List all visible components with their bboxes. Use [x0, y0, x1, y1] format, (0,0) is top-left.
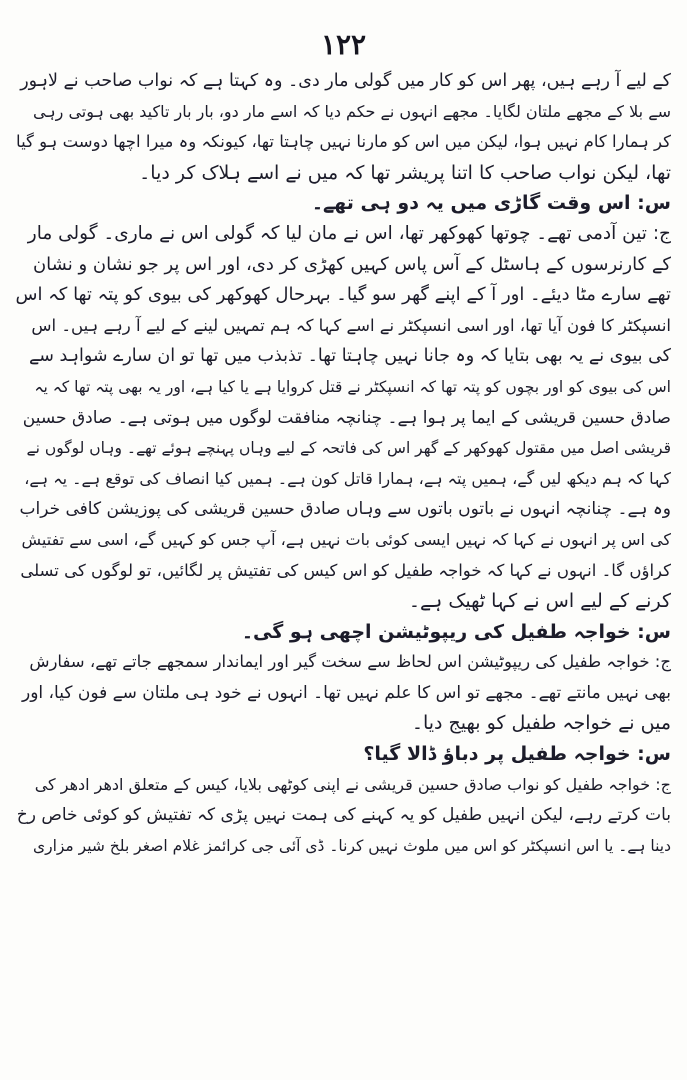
question-line: س: اس وقت گاڑی میں یہ دو ہی تھے۔ — [311, 192, 671, 215]
text-line: کراؤں گا۔ انہوں نے کہا کہ خواجہ طفیل کو اس کیس کی تفتیش پر لگائیں، تو لوگوں کی تسلی — [20, 560, 671, 580]
text-line: بات کرتے رہے، لیکن انہیں طفیل کو یہ کہنے کی ہمت نہیں پڑی کہ تفتیش کو کوئی خاص رخ — [16, 805, 671, 826]
text-line: اس کی بیوی کو اور بچوں کو پتہ تھا کہ انسپکٹر نے قتل کروایا ہے یا کیا ہے، اور یہ بھی پتہ تھا کہ یہ — [34, 377, 671, 396]
text-line: کرنے کے لیے اس نے کہا ٹھیک ہے۔ — [408, 590, 671, 613]
text-line: ج: خواجہ طفیل کو نواب صادق حسین قریشی نے اپنی کوٹھی بلایا، کیس کے متعلق ادھر ادھر کی — [34, 774, 671, 794]
text-line: کر ہمارا کام نہیں ہوا، لیکن میں اس کو مارنا نہیں چاہتا تھا، کیونکہ وہ میرا اچھا دوست ہو گیا — [16, 132, 671, 152]
text-line: کہا کہ ہم دیکھ لیں گے، ہمیں پتہ ہے، ہمارا قاتل کون ہے۔ ہمیں کیا انصاف کی توقع ہے۔ یہ ہے، — [24, 468, 671, 488]
text-line: قریشی اصل میں مقتول کھوکھر کے گھر اس کی فاتحہ کے لیے وہاں پہنچے ہوئے تھے۔ وہاں لوگوں نے — [26, 439, 671, 458]
text-line: ج: تین آدمی تھے۔ چوتھا کھوکھر تھا، اس نے مان لیا کہ گولی اس نے ماری۔ گولی مار — [27, 222, 671, 244]
text-line: انسپکٹر کا فون آیا تھا، اور اسی انسپکٹر نے اسے کہا کہ ہم تمہیں لینے کے لیے آ رہے ہیں۔ اس — [31, 315, 671, 335]
text-line: میں نے خواجہ طفیل کو بھیج دیا۔ — [411, 712, 671, 735]
text-line: کی اس پر انہوں نے کہا کہ نہیں ایسی کوئی بات نہیں ہے، آپ جس کو کہیں گے، اسی سے تفتیش — [21, 529, 671, 549]
text-line: ج: خواجہ طفیل کی ریپوٹیشن اس لحاظ سے سخت گیر اور ایماندار سمجھے جاتے تھے، سفارش — [29, 652, 671, 672]
text-line: تھے سارے مٹا دیئے۔ اور آ کے اپنے گھر سو گیا۔ بہرحال کھوکھر کی بیوی کو پتہ تھا کہ اس — [16, 284, 671, 306]
question-line: س: خواجہ طفیل پر دباؤ ڈالا گیا؟ — [363, 743, 671, 766]
text-line: کے لیے آ رہے ہیں، پھر اس کو کار میں گولی مار دی۔ وہ کہتا ہے کہ نواب صاحب نے لاہور — [20, 71, 671, 91]
text-line: وہ ہے۔ چنانچہ انہوں نے باتوں باتوں سے وہاں صادق حسین قریشی کی پوزیشن کافی خراب — [19, 499, 671, 520]
question-line: س: خواجہ طفیل کی ریپوٹیشن اچھی ہو گی۔ — [241, 620, 671, 643]
page-number: ۱۲۲ — [320, 28, 367, 61]
text-line: صادق حسین قریشی کے ایما پر ہوا ہے۔ چنانچہ منافقت لوگوں میں ہوتی ہے۔ صادق حسین — [22, 407, 671, 428]
urdu-text-body — [16, 66, 671, 861]
text-line: سے بلا کے مجھے ملتان لگایا۔ مجھے انہوں نے حکم دیا کہ اسے مار دو، بار بار تاکید بھی ہوتی رہی — [32, 101, 671, 121]
text-line: کی بیوی نے یہ بھی بتایا کہ وہ جانا نہیں چاہتا تھا۔ تذبذب میں تھا تو ان سارے شواہد سے — [29, 346, 671, 367]
text-line: تھا، لیکن نواب صاحب کا اتنا پریشر تھا کہ میں نے اسے ہلاک کر دیا۔ — [139, 161, 671, 184]
text-line: دینا ہے۔ یا اس انسپکٹر کو اس میں ملوث نہیں کرنا۔ ڈی آئی جی کرائمز غلام اصغر بلخ شیر مزاری — [32, 836, 671, 855]
text-line: کے کارنرسوں کے ہاسٹل کے آس پاس کہیں کھڑی کر دی، اور اس پر جو نشان و نشان — [32, 253, 671, 275]
text-line: بھی نہیں مانتے تھے۔ مجھے تو اس کا علم نہیں تھا۔ انہوں نے خود ہی ملتان سے فون کیا، اور — [22, 682, 671, 703]
